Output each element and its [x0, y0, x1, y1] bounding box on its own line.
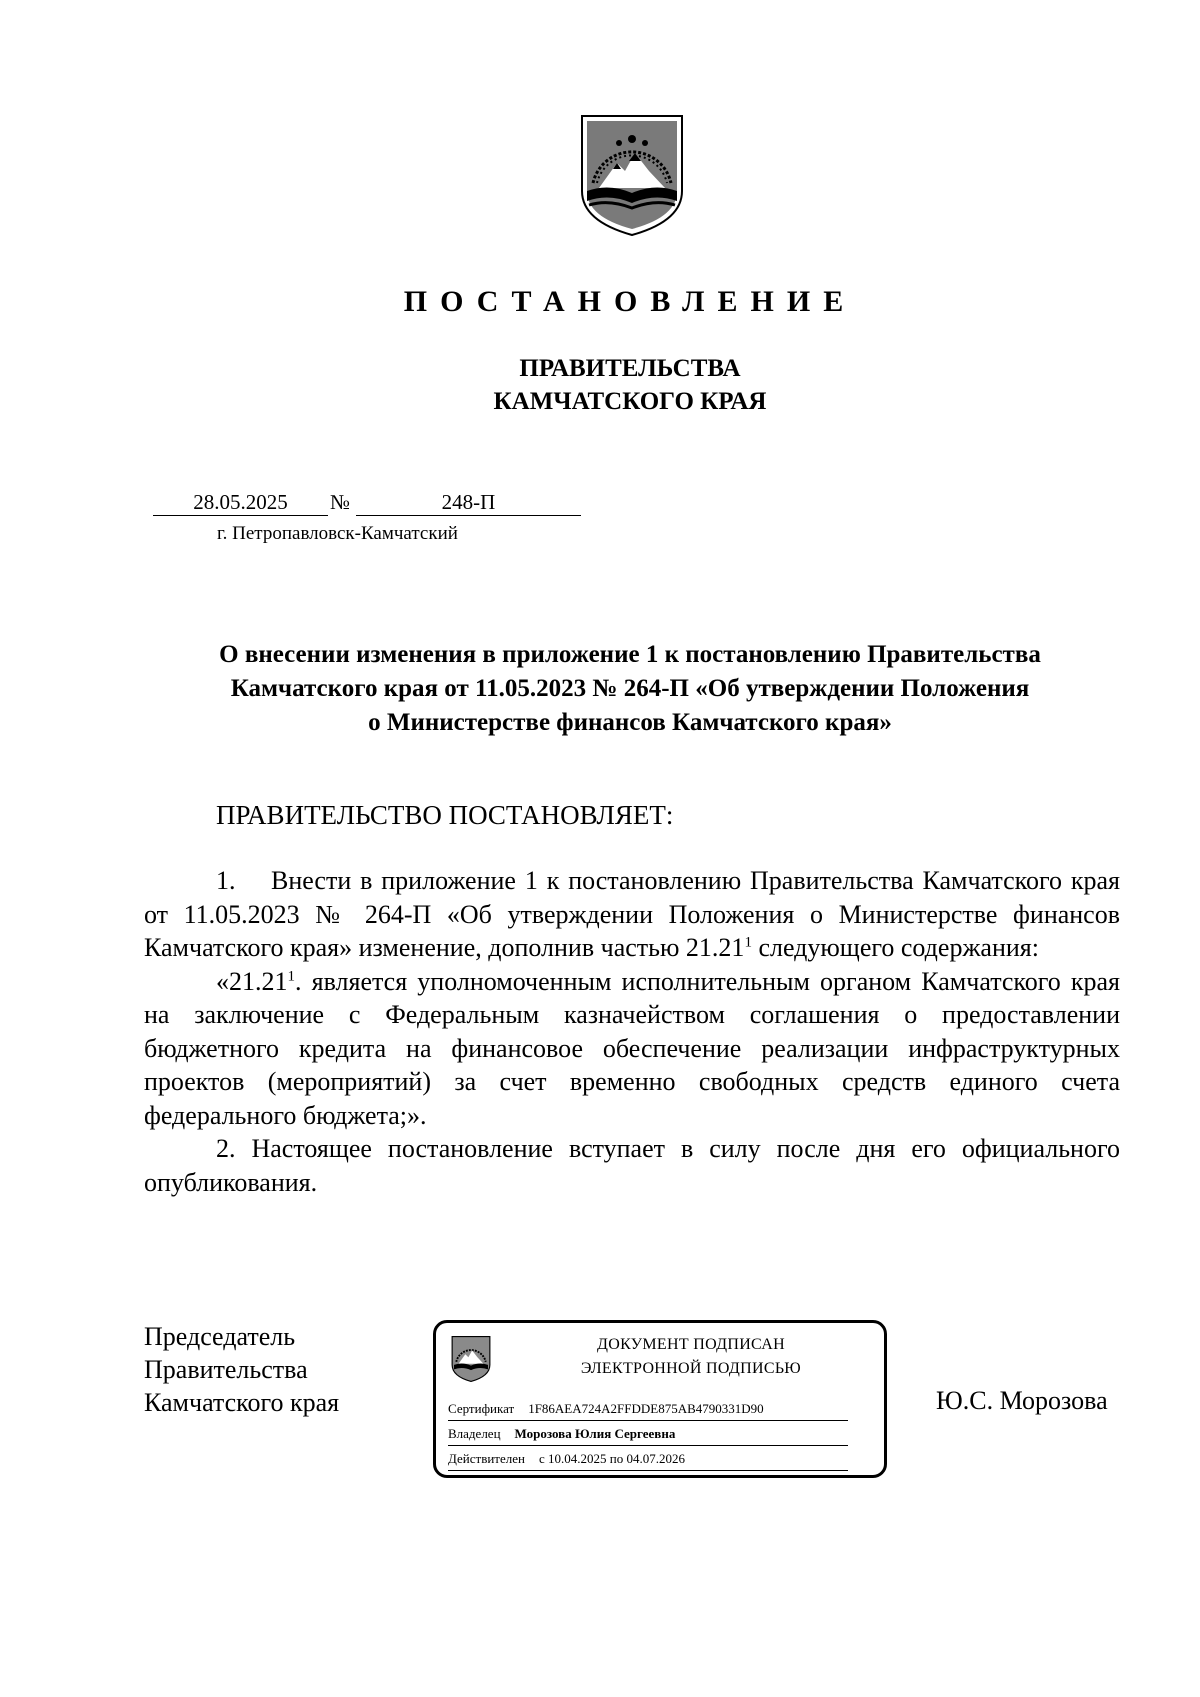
decree-statement: ПРАВИТЕЛЬСТВО ПОСТАНОВЛЯЕТ:	[216, 800, 674, 830]
stamp-title	[506, 1333, 876, 1381]
kamchatka-coat-of-arms-icon	[579, 113, 685, 238]
body-paragraph-2	[144, 965, 1120, 1133]
validity-label: Действителен	[448, 1451, 525, 1466]
registration-number: 248-П	[356, 490, 581, 516]
stamp-divider	[448, 1420, 848, 1421]
stamp-certificate-row	[448, 1401, 764, 1417]
paragraph-2-text: . является уполномоченным исполнительным органом Камчатского края на заключение с Федеральным казначейством соглашения о предоставлении бюджетного кредита на финансовое обеспечение реализации инфраструктурных проектов (мероприятий) за счет временно свободных средств единого счета федерального бюджета;».	[144, 966, 1120, 1130]
certificate-value: 1F86AEA724A2FFDDE875AB4790331D90	[528, 1401, 764, 1416]
subject-line-3: о Министерстве финансов Камчатского края»	[368, 709, 892, 736]
stamp-divider	[448, 1445, 848, 1446]
body-paragraph-3: 2. Настоящее постановление вступает в силу после дня его официального опубликования.	[144, 1134, 1120, 1197]
validity-value: с 10.04.2025 по 04.07.2026	[538, 1451, 685, 1466]
stamp-title-line-2: ЭЛЕКТРОННОЙ ПОДПИСЬЮ	[580, 1360, 802, 1377]
stamp-validity-row	[448, 1451, 685, 1467]
paragraph-1-superscript: 1	[744, 934, 752, 951]
subject-line-2: Камчатского края от 11.05.2023 № 264-П «Об утверждении Положения	[230, 675, 1030, 702]
signer-position-line-2: Правительства	[144, 1355, 308, 1384]
document-subject	[140, 638, 1120, 740]
subject-line-1: О внесении изменения в приложение 1 к постановлению Правительства	[219, 641, 1041, 668]
signer-position-line-1: Председатель	[144, 1322, 296, 1351]
signer-position-line-3: Камчатского края	[144, 1388, 340, 1417]
certificate-label: Сертификат	[448, 1401, 515, 1416]
stamp-owner-row	[448, 1426, 675, 1442]
stamp-divider	[448, 1470, 848, 1471]
paragraph-1-text: 1. Внести в приложение 1 к постановлению Правительства Камчатского края от 11.05.2023 № 264-П «Об утверждении Положения о Министерстве финансов Камчатского края» изменение, дополнив частью 21.21	[144, 866, 1120, 962]
registration-date: 28.05.2025	[153, 490, 328, 516]
body-paragraph-1	[144, 864, 1120, 965]
electronic-signature-stamp	[433, 1320, 887, 1478]
registration-number-sign: №	[330, 490, 351, 514]
signer-position	[144, 1320, 339, 1419]
paragraph-2-start: «21.21	[216, 966, 288, 996]
document-body	[144, 864, 1120, 1199]
issuer-line-2: КАМЧАТСКОГО КРАЯ	[493, 388, 767, 415]
document-type-title: ПОСТАНОВЛЕНИЕ	[403, 285, 857, 318]
owner-label: Владелец	[448, 1426, 501, 1441]
owner-value: Морозова Юлия Сергеевна	[514, 1426, 676, 1441]
issuer-heading	[0, 352, 1200, 418]
stamp-title-line-1: ДОКУМЕНТ ПОДПИСАН	[597, 1336, 785, 1353]
signer-name: Ю.С. Морозова	[936, 1386, 1108, 1415]
stamp-coat-of-arms-icon	[451, 1335, 491, 1383]
issuer-line-1: ПРАВИТЕЛЬСТВА	[519, 355, 741, 382]
city-name: г. Петропавловск-Камчатский	[217, 523, 458, 544]
paragraph-2-superscript: 1	[287, 967, 295, 984]
paragraph-1-end: следующего содержания:	[751, 933, 1039, 962]
